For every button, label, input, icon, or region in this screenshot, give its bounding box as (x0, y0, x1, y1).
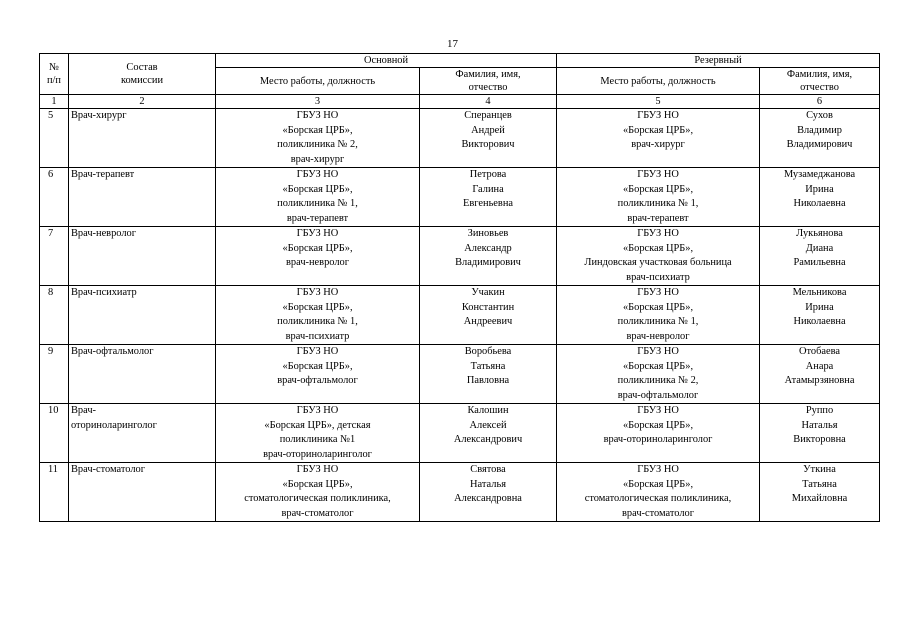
main-workplace: ГБУЗ НО «Борская ЦРБ», поликлиника № 1, врач-психиатр (216, 286, 420, 345)
reserve-workplace: ГБУЗ НО «Борская ЦРБ», врач-оториноларинголог (557, 404, 760, 463)
reserve-full-name: Отобаева Анара Атамырзяновна (760, 345, 880, 404)
column-number: 3 (216, 95, 420, 109)
reserve-workplace: ГБУЗ НО «Борская ЦРБ», поликлиника № 1, врач-терапевт (557, 168, 760, 227)
header-col-name-reserve: Фамилия, имя, отчество (760, 68, 880, 95)
header-col-role: Состав комиссии (69, 54, 216, 95)
row-number: 6 (40, 168, 69, 227)
row-number: 7 (40, 227, 69, 286)
main-full-name: Святова Наталья Александровна (420, 463, 557, 522)
row-number: 5 (40, 109, 69, 168)
table-row (40, 345, 880, 404)
page-number: 17 (447, 38, 458, 50)
row-number: 9 (40, 345, 69, 404)
row-number: 11 (40, 463, 69, 522)
column-number-row (40, 95, 880, 109)
main-workplace: ГБУЗ НО «Борская ЦРБ», детская поликлиника №1 врач-оториноларинголог (216, 404, 420, 463)
table-row (40, 286, 880, 345)
column-number: 5 (557, 95, 760, 109)
reserve-workplace: ГБУЗ НО «Борская ЦРБ», Линдовская участковая больница врач-психиатр (557, 227, 760, 286)
header-row-top (40, 54, 880, 68)
header-col-workplace-reserve: Место работы, должность (557, 68, 760, 95)
main-full-name: Калошин Алексей Александрович (420, 404, 557, 463)
header-group-main: Основной (216, 54, 557, 68)
commission-role: Врач-терапевт (69, 168, 216, 227)
commission-role: Врач-офтальмолог (69, 345, 216, 404)
table-row (40, 109, 880, 168)
main-full-name: Учакин Константин Андреевич (420, 286, 557, 345)
column-number: 4 (420, 95, 557, 109)
header-col-no: № п/п (40, 54, 69, 95)
header-group-reserve: Резервный (557, 54, 880, 68)
header-col-name: Фамилия, имя, отчество (420, 68, 557, 95)
column-number: 2 (69, 95, 216, 109)
commission-role: Врач- оториноларинголог (69, 404, 216, 463)
reserve-full-name: Уткина Татьяна Михайловна (760, 463, 880, 522)
column-number: 1 (40, 95, 69, 109)
reserve-full-name: Лукьянова Диана Рамильевна (760, 227, 880, 286)
reserve-workplace: ГБУЗ НО «Борская ЦРБ», стоматологическая поликлиника, врач-стоматолог (557, 463, 760, 522)
reserve-workplace: ГБУЗ НО «Борская ЦРБ», поликлиника № 2, врач-офтальмолог (557, 345, 760, 404)
main-full-name: Петрова Галина Евгеньевна (420, 168, 557, 227)
main-full-name: Зиновьев Александр Владимирович (420, 227, 557, 286)
commission-table (39, 53, 880, 522)
reserve-workplace: ГБУЗ НО «Борская ЦРБ», врач-хирург (557, 109, 760, 168)
main-workplace: ГБУЗ НО «Борская ЦРБ», врач-офтальмолог (216, 345, 420, 404)
column-number: 6 (760, 95, 880, 109)
table-row (40, 227, 880, 286)
reserve-workplace: ГБУЗ НО «Борская ЦРБ», поликлиника № 1, врач-невролог (557, 286, 760, 345)
commission-role: Врач-психиатр (69, 286, 216, 345)
table-row (40, 168, 880, 227)
reserve-full-name: Мельникова Ирина Николаевна (760, 286, 880, 345)
reserve-full-name: Музамеджанова Ирина Николаевна (760, 168, 880, 227)
header-col-workplace: Место работы, должность (216, 68, 420, 95)
main-workplace: ГБУЗ НО «Борская ЦРБ», стоматологическая поликлиника, врач-стоматолог (216, 463, 420, 522)
commission-role: Врач-невролог (69, 227, 216, 286)
table-row (40, 404, 880, 463)
reserve-full-name: Руппо Наталья Викторовна (760, 404, 880, 463)
commission-role: Врач-хирург (69, 109, 216, 168)
main-workplace: ГБУЗ НО «Борская ЦРБ», поликлиника № 2, врач-хирург (216, 109, 420, 168)
main-full-name: Воробьева Татьяна Павловна (420, 345, 557, 404)
reserve-full-name: Сухов Владимир Владимирович (760, 109, 880, 168)
main-workplace: ГБУЗ НО «Борская ЦРБ», поликлиника № 1, врач-терапевт (216, 168, 420, 227)
main-full-name: Сперанцев Андрей Викторович (420, 109, 557, 168)
commission-role: Врач-стоматолог (69, 463, 216, 522)
row-number: 10 (40, 404, 69, 463)
table-row (40, 463, 880, 522)
row-number: 8 (40, 286, 69, 345)
main-workplace: ГБУЗ НО «Борская ЦРБ», врач-невролог (216, 227, 420, 286)
